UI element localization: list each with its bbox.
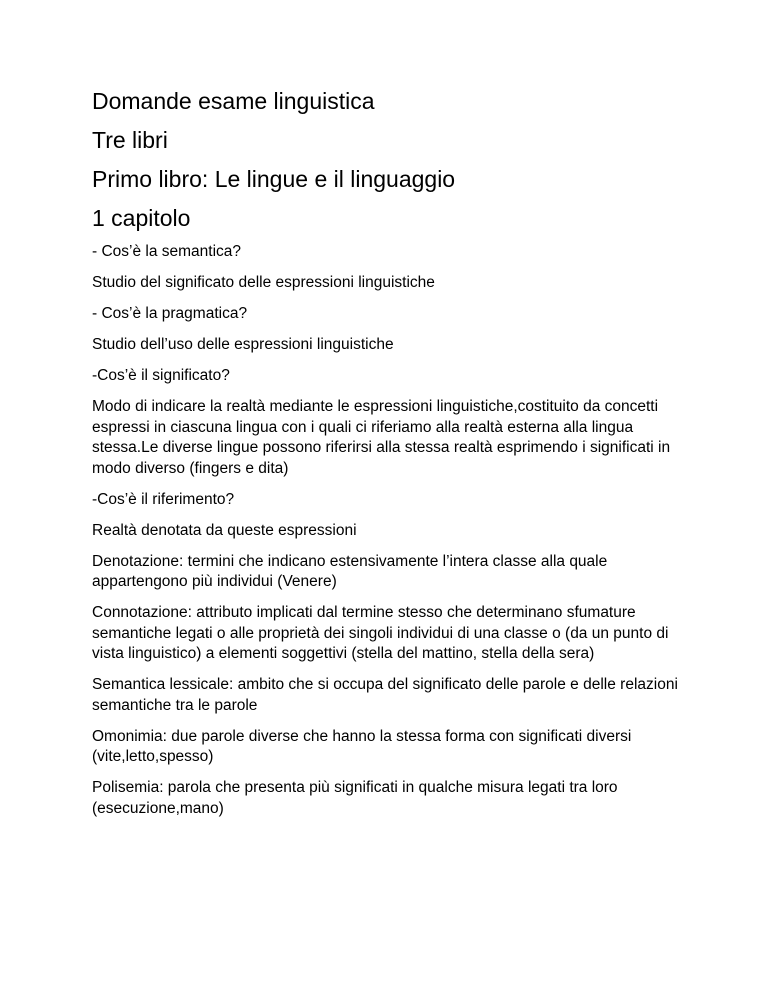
section-heading-books: Tre libri bbox=[92, 127, 168, 153]
answer-pragmatics: Studio dell’uso delle espressioni linguistiche bbox=[92, 336, 394, 353]
question-semantics: - Cos’è la semantica? bbox=[92, 243, 242, 260]
section-heading-first-book: Primo libro: Le lingue e il linguaggio bbox=[92, 166, 456, 192]
question-pragmatics: - Cos’è la pragmatica? bbox=[92, 305, 248, 322]
definition-denotation: Denotazione: termini che indicano estensivamente l’intera classe alla quale appartengono più individui (Venere) bbox=[92, 552, 608, 590]
document-title: Domande esame linguistica bbox=[92, 88, 375, 114]
definition-connotation: Connotazione: attributo implicati dal termine stesso che determinano sfumature semantiche legati o alle proprietà dei singoli individui di una classe o (da un punto di vista linguistico) a elementi soggettivi (stella del mattino, stella della sera) bbox=[92, 604, 669, 662]
definition-homonymy: Omonimia: due parole diverse che hanno la stessa forma con significati diversi (vite,letto,spesso) bbox=[92, 727, 632, 765]
definition-polysemy: Polisemia: parola che presenta più significati in qualche misura legati tra loro (esecuzione,mano) bbox=[92, 779, 618, 817]
question-reference: -Cos’è il riferimento? bbox=[92, 490, 235, 508]
definition-lexical-semantics: Semantica lessicale: ambito che si occupa del significato delle parole e delle relazioni semantiche tra le parole bbox=[92, 676, 678, 714]
section-heading-chapter: 1 capitolo bbox=[92, 205, 191, 231]
question-meaning: -Cos’è il significato? bbox=[92, 367, 230, 384]
document-page bbox=[92, 86, 692, 830]
answer-reference: Realtà denotata da queste espressioni bbox=[92, 521, 357, 539]
answer-semantics: Studio del significato delle espressioni linguistiche bbox=[92, 274, 435, 291]
answer-meaning: Modo di indicare la realtà mediante le espressioni linguistiche,costituito da concetti espressi in ciascuna lingua con i quali ci riferiamo alla realtà esterna alla lingua stessa.Le diverse lingue possono riferirsi alla stessa realtà esprimendo i significati in modo diverso (fingers e dita) bbox=[92, 398, 671, 477]
